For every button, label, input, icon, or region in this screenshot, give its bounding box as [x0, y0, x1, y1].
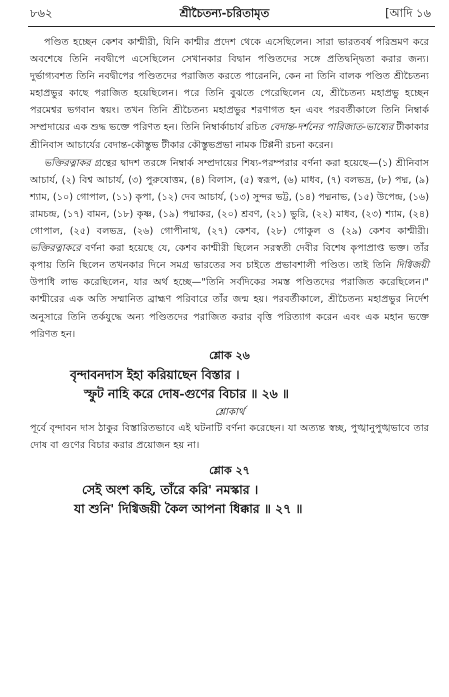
verse-line: স্ফুট নাহি করে দোষ-গুণের বিচার ॥ ২৬ ॥ [84, 385, 289, 401]
italic-text: ভক্তিরত্নাকর [44, 157, 91, 169]
body-text: বর্ণনা করা হয়েছে যে, কেশব কাশ্মীরী ছিলেন সরস্বতী দেবীর বিশেষ কৃপাপ্রাপ্ত ভক্ত। তাঁর কৃপায় তিনি ছিলেন তখনকার দিনে সমগ্র ভারতের সব চাইতে প্রভাবশালী পণ্ডিত। তাই তিনি [30, 243, 429, 272]
body-text: টীকাকার শ্রীনিবাস আচার্যের বেদান্ত-কৌস্তুভ টীকার কৌস্তুভপ্রভা নামক টিপ্পনী রচনা করেন। [30, 122, 429, 151]
page-number: ৮৬২ [30, 6, 53, 20]
verse-line: বৃন্দাবনদাস ইহা করিয়াছেন বিস্তার । [70, 366, 240, 382]
verse-label: শ্লোক ২৭ [209, 463, 250, 477]
body-text: উপাধি লাভ করেছিলেন, যার অর্থ হচ্ছে—"তিনি সর্বদিকের সমস্ত পণ্ডিতদের পরাজিত করেছিলেন।" কাশ্মীরের এক অতি সম্মানিত ব্রাহ্মণ পরিবারে তাঁর জন্ম হয়। পরবর্তীকালে, শ্রীচৈতন্য মহাপ্রভুর নির্দেশ অনুসারে তিনি তর্কযুদ্ধে অন্য পণ্ডিতদের পরাজিত করার বৃত্তি পরিত্যাগ করেন এবং এক মহান ভক্তে পরিণত হন। [30, 277, 429, 340]
section-marker: [আদি ১৬ [385, 6, 431, 20]
body-text: পণ্ডিত হচ্ছেন কেশব কাশ্মীরী, যিনি কাশ্মীর প্রদেশ থেকে এসেছিলেন। সারা ভারতবর্ষ পরিভ্রমণ করে অবশেষে তিনি নবদ্বীপে এসেছিলেন সেখানকার বিদ্বান পণ্ডিতদের সঙ্গে প্রতিদ্বন্দ্বিতা করার জন্য। দুর্ভাগ্যবশত তিনি নবদ্বীপের পণ্ডিতদের পরাজিত করতে পারেননি, কেন না তিনি বালক পণ্ডিত শ্রীচৈতন্য মহাপ্রভুর কাছে পরাজিত হয়েছিলেন। পরে তিনি বুঝতে পেরেছিলেন যে, শ্রীচৈতন্য মহাপ্রভু হচ্ছেন পরমেশ্বর ভগবান স্বয়ং। তখন তিনি শ্রীচৈতন্য মহাপ্রভুর শরণাগত হন এবং পরবর্তীকালে তিনি নিম্বার্ক সম্প্রদায়ের এক শুদ্ধ ভক্তে পরিণত হন। তিনি নিম্বার্কাচার্য রচিত [30, 37, 429, 134]
translation-text: পূর্বে বৃন্দাবন দাস ঠাকুর বিস্তারিতভাবে এই ঘটনাটি বর্ণনা করেছেন। যা অত্যন্ত স্বচ্ছ, পুঙ্খানুপুঙ্খভাবে তার দোষ বা গুণের বিচার করার প্রয়োজন হয় না। [30, 422, 429, 451]
page-body [30, 34, 429, 518]
italic-text: ভক্তিরত্নাকরে [30, 243, 81, 255]
page-header [0, 5, 449, 27]
italic-text: দিগ্বিজয়ী [395, 260, 429, 272]
verse-line: যা শুনি' দিগ্বিজয়ী কৈল আপনা ধিক্কার ॥ ২৭ ॥ [74, 500, 303, 516]
purport-paragraph [30, 34, 429, 154]
body-text: গ্রন্থের দ্বাদশ তরঙ্গে নিম্বার্ক সম্প্রদায়ের শিষ্য-পরম্পরার বর্ণনা করা হয়েছে—(১) শ্রীনিবাস আচার্য, (২) বিশ্ব আচার্য, (৩) পুরুষোত্তম, (৪) বিলাস, (৫) স্বরূপ, (৬) মাধব, (৭) বলভদ্র, (৮) পদ্ম, (৯) শ্যাম, (১০) গোপাল, (১১) কৃপা, (১২) দেব আচার্য, (১৩) সুন্দর ভট্ট, (১৪) পদ্মনাভ, (১৫) উপেন্দ্র, (১৬) রামচন্দ্র, (১৭) বামন, (১৮) কৃষ্ণ, (১৯) পদ্মাকর, (২০) শ্রবণ, (২১) ভুরি, (২২) মাধব, (২৩) শ্যাম, (২৪) গোপাল, (২৫) বলভদ্র, (২৬) গোপীনাথ, (২৭) কেশব, (২৮) গোকুল ও (২৯) কেশব কাশ্মীরী। [30, 157, 429, 238]
header-rule [28, 26, 435, 27]
verse-line: সেই অংশ কহি, তাঁরে করি' নমস্কার । [82, 481, 259, 497]
translation-label: শ্লোকার্থ [214, 406, 245, 418]
verse-label: শ্লোক ২৬ [209, 348, 250, 362]
purport-paragraph [30, 155, 429, 343]
running-title: শ্রীচৈতন্য-চরিতামৃত [179, 6, 270, 20]
italic-text: বেদান্ত-দর্শনের পারিজাত-ভাষ্যের [269, 122, 394, 134]
